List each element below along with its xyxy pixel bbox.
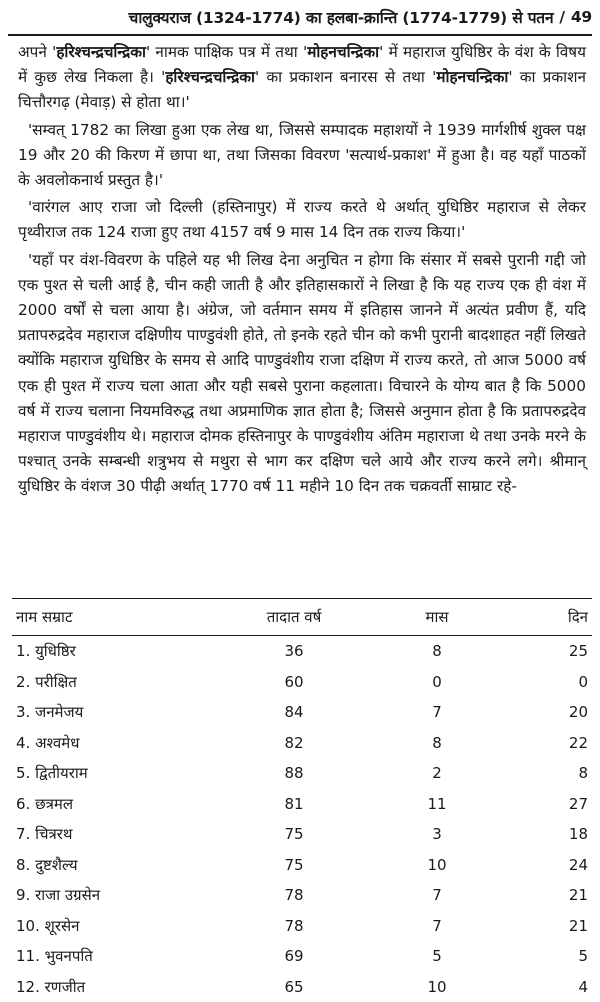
king-name: 4. अश्वमेध [12, 728, 225, 759]
col-header-months: मास [363, 599, 511, 636]
reign-months: 3 [363, 819, 511, 850]
table-row [12, 758, 592, 789]
reign-days: 21 [511, 911, 592, 942]
reign-days: 18 [511, 819, 592, 850]
header-separator: / [559, 8, 564, 26]
reign-months: 7 [363, 880, 511, 911]
reign-years: 78 [225, 911, 363, 942]
paragraph-2: 'सम्वत् 1782 का लिखा हुआ एक लेख था, जिससे सम्पादक महाशयों ने 1939 मार्गशीर्ष शुक्ल पक्ष 19 और 20 की किरण में छापा था, तथा जिसका विवरण 'सत्यार्थ-प्रकाश' में हुआ है। वह यहाँ पाठकों के अवलोकनार्थ प्रस्तुत है।' [18, 118, 586, 194]
reign-days: 24 [511, 850, 592, 881]
reign-days: 21 [511, 880, 592, 911]
table-header-row [12, 599, 592, 636]
reign-years: 75 [225, 850, 363, 881]
king-name: 7. चित्ररथ [12, 819, 225, 850]
paragraph-4: 'यहाँ पर वंश-विवरण के पहिले यह भी लिख देना अनुचित न होगा कि संसार में सबसे पुरानी गद्दी जो एक पुश्त से चली आई है, चीन कही जाती है और इतिहासकारों ने लिखा है कि यह राज्य एक ही वंश में 2000 वर्षों से चला आया है। अंग्रेज, जो वर्तमान समय में इतिहास जानने में अत्यंत प्रवीण हैं, यदि प्रतापरुद्रदेव महाराज दक्षिणीय पाण्डुवंशी होते, तो इनके रहते चीन को कभी पुरानी बादशाहत नहीं लिखते क्योंकि महाराज युधिष्ठिर के समय से आदि पाण्डुवंशीय राजा दक्षिण में राज्य करते, तो आज 5000 वर्ष एक ही पुश्त में राज्य चला आता और यही सबसे पुराना कहलाता। विचारने के योग्य बात है कि 5000 वर्ष में राज्य चलाना नियमविरुद्ध तथा अप्रमाणिक ज्ञात होता है; जिससे अनुमान होता है कि प्रतापरुद्रदेव महाराज पाण्डुवंशीय थे। महाराज दोमक हस्तिनापुर के पाण्डुवंशीय अंतिम महाराजा थे तथा उनके मरने के पश्चात् उनके सम्बन्धी शत्रुभय से मथुरा से भाग कर दक्षिण चले आये और राज्य करने लगे। श्रीमान् युधिष्ठिर के वंशज 30 पीढ़ी अर्थात् 1770 वर्ष 11 महीने 10 दिन तक चक्रवर्ती साम्राट रहे- [18, 248, 586, 500]
reign-days: 8 [511, 758, 592, 789]
p1-text-1: अपने ' [18, 43, 56, 61]
table-row [12, 728, 592, 759]
reign-months: 8 [363, 728, 511, 759]
reign-months: 2 [363, 758, 511, 789]
page-number: 49 [571, 8, 592, 26]
reign-days: 4 [511, 972, 592, 1002]
p1-bold-2: मोहनचन्द्रिका [307, 43, 379, 61]
king-name: 5. द्वितीयराम [12, 758, 225, 789]
table-row [12, 667, 592, 698]
p1-text-4: ' का प्रकाशन बनारस से तथा ' [255, 68, 436, 86]
king-name: 12. रणजीत [12, 972, 225, 1002]
reign-years: 75 [225, 819, 363, 850]
col-header-name: नाम सम्राट [12, 599, 225, 636]
reign-months: 7 [363, 911, 511, 942]
p1-bold-4: मोहनचन्द्रिका [436, 68, 508, 86]
page-header [8, 0, 592, 34]
reign-days: 22 [511, 728, 592, 759]
p1-text-3: ' में महाराज युधिष्ठिर के वंश के विषय में कुछ लेख निकला है। ' [18, 43, 586, 86]
reign-months: 5 [363, 941, 511, 972]
reign-years: 65 [225, 972, 363, 1002]
reign-years: 36 [225, 636, 363, 667]
p1-text-2: ' नामक पाक्षिक पत्र में तथा ' [146, 43, 307, 61]
running-title: चालुक्यराज (1324-1774) का हलबा-क्रान्ति (1774-1779) से पतन [128, 6, 553, 28]
reign-months: 0 [363, 667, 511, 698]
paragraph-1 [18, 40, 586, 116]
table-row [12, 911, 592, 942]
table-row [12, 972, 592, 1002]
reign-years: 81 [225, 789, 363, 820]
king-name: 1. युधिष्ठिर [12, 636, 225, 667]
reign-years: 60 [225, 667, 363, 698]
table-row [12, 850, 592, 881]
reign-days: 25 [511, 636, 592, 667]
p1-bold-1: हरिश्चन्द्रचन्द्रिका [56, 43, 146, 61]
reign-years: 88 [225, 758, 363, 789]
table-row [12, 697, 592, 728]
kings-table [12, 598, 592, 1002]
table-row [12, 636, 592, 667]
reign-days: 5 [511, 941, 592, 972]
table-row [12, 880, 592, 911]
reign-months: 11 [363, 789, 511, 820]
paragraph-3: 'वारंगल आए राजा जो दिल्ली (हस्तिनापुर) में राज्य करते थे अर्थात् युधिष्ठिर महाराज से लेकर पृथ्वीराज तक 124 राजा हुए तथा 4157 वर्ष 9 मास 14 दिन तक राज्य किया।' [18, 195, 586, 245]
king-name: 10. शूरसेन [12, 911, 225, 942]
king-name: 11. भुवनपति [12, 941, 225, 972]
king-name: 3. जनमेजय [12, 697, 225, 728]
reign-months: 10 [363, 972, 511, 1002]
p1-text-5: ' का प्रकाशन चित्तौरगढ़ (मेवाड़) से होता था।' [18, 68, 586, 111]
table-row [12, 819, 592, 850]
header-rule [8, 34, 592, 36]
body-text [18, 40, 586, 502]
reign-years: 82 [225, 728, 363, 759]
reign-months: 8 [363, 636, 511, 667]
reign-years: 69 [225, 941, 363, 972]
king-name: 8. दुष्टशैल्य [12, 850, 225, 881]
king-name: 9. राजा उग्रसेन [12, 880, 225, 911]
king-name: 6. छत्रमल [12, 789, 225, 820]
reign-months: 10 [363, 850, 511, 881]
king-name: 2. परीक्षित [12, 667, 225, 698]
col-header-years: तादात वर्ष [225, 599, 363, 636]
reign-days: 27 [511, 789, 592, 820]
col-header-days: दिन [511, 599, 592, 636]
reign-months: 7 [363, 697, 511, 728]
reign-years: 84 [225, 697, 363, 728]
reign-days: 20 [511, 697, 592, 728]
p1-bold-3: हरिश्चन्द्रचन्द्रिका [165, 68, 255, 86]
table-row [12, 789, 592, 820]
reign-days: 0 [511, 667, 592, 698]
reign-years: 78 [225, 880, 363, 911]
